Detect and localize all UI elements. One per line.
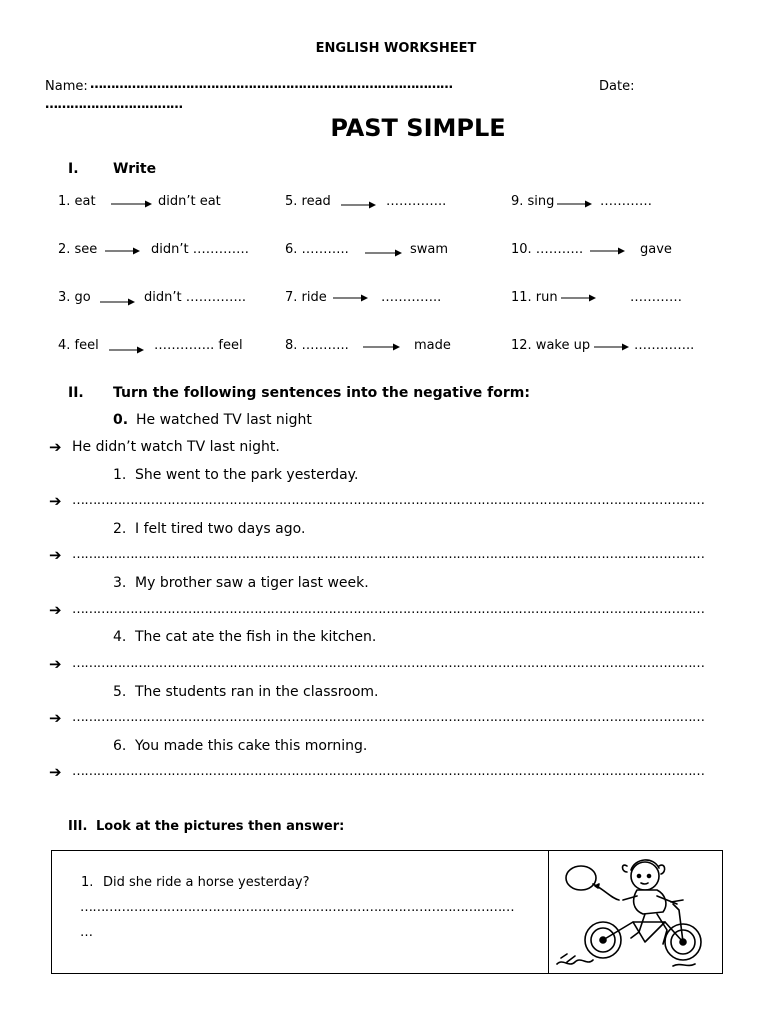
verb-item-right[interactable]: ………….. xyxy=(634,338,695,353)
example-number: 0. xyxy=(113,412,129,428)
arrow-right-icon xyxy=(561,292,597,304)
verb-item-right[interactable]: ………….. feel xyxy=(154,338,243,353)
page-title: PAST SIMPLE xyxy=(330,114,506,142)
arrow-right-icon xyxy=(100,296,136,308)
verb-item-right[interactable]: ………….. xyxy=(386,194,447,209)
arrow-right-icon xyxy=(333,292,369,304)
verb-item-right[interactable]: ………… xyxy=(630,290,682,305)
verb-item-left: 9. sing xyxy=(511,194,555,209)
sentence-number: 5. xyxy=(113,684,127,700)
date-blank[interactable]: …………………………… xyxy=(45,97,183,112)
date-label: Date: xyxy=(599,79,635,94)
verb-item-left: 12. wake up xyxy=(511,338,591,353)
answer-line[interactable]: ……………………………………………………………………………………………………………………………………… xyxy=(72,547,705,562)
sentence-text: The students ran in the classroom. xyxy=(135,684,379,700)
answer-line[interactable]: ……………………………………………………………………………………………………………………………………… xyxy=(72,602,705,617)
answer-arrow-icon: ➔ xyxy=(49,601,62,619)
answer-line[interactable]: ……………………………………………………………………………………………………………………………………… xyxy=(72,656,705,671)
answer-line[interactable]: ……………………………………………………………………………………………………………………………………… xyxy=(72,493,705,508)
verb-item-left: 3. go xyxy=(58,290,91,305)
girl-riding-bicycle-image xyxy=(553,852,721,972)
verb-item-left: 4. feel xyxy=(58,338,99,353)
example-answer: He didn’t watch TV last night. xyxy=(72,439,280,455)
worksheet-title: ENGLISH WORKSHEET xyxy=(315,41,477,56)
name-label: Name: xyxy=(45,79,88,94)
verb-item-left: 1. eat xyxy=(58,194,96,209)
arrow-right-icon xyxy=(105,245,141,257)
arrow-right-icon xyxy=(109,344,145,356)
question-text: Did she ride a horse yesterday? xyxy=(103,875,310,890)
name-blank[interactable]: …………………………………………………………………………… xyxy=(90,77,453,92)
verb-item-left: 11. run xyxy=(511,290,558,305)
verb-item-left: 7. ride xyxy=(285,290,327,305)
verb-item-right: swam xyxy=(410,242,449,257)
example-sentence: He watched TV last night xyxy=(136,412,312,428)
verb-item-right[interactable]: didn’t …………. xyxy=(151,242,249,257)
sentence-number: 3. xyxy=(113,575,127,591)
sentence-text: The cat ate the fish in the kitchen. xyxy=(135,629,377,645)
answer-arrow-icon: ➔ xyxy=(49,546,62,564)
verb-item-left[interactable]: 10. ……….. xyxy=(511,242,584,257)
verb-item-left: 2. see xyxy=(58,242,98,257)
sentence-text: She went to the park yesterday. xyxy=(135,467,359,483)
sentence-number: 2. xyxy=(113,521,127,537)
section-2-title: Turn the following sentences into the negative form: xyxy=(113,385,530,401)
answer-arrow-icon: ➔ xyxy=(49,492,62,510)
section-1-number: I. xyxy=(68,161,79,177)
verb-item-right: gave xyxy=(640,242,672,257)
answer-arrow-icon: ➔ xyxy=(49,438,62,456)
answer-arrow-icon: ➔ xyxy=(49,709,62,727)
arrow-right-icon xyxy=(111,198,153,210)
question-answer-line[interactable]: …………………………………………………………………………………………… xyxy=(80,900,515,915)
answer-arrow-icon: ➔ xyxy=(49,655,62,673)
arrow-right-icon xyxy=(594,341,630,353)
verb-item-right[interactable]: ………….. xyxy=(381,290,442,305)
section-3-number: III. xyxy=(68,819,88,834)
arrow-right-icon xyxy=(363,341,401,353)
sentence-number: 6. xyxy=(113,738,127,754)
question-answer-line-tail[interactable]: … xyxy=(80,925,93,940)
section-1-title: Write xyxy=(113,161,157,177)
sentence-number: 4. xyxy=(113,629,127,645)
arrow-right-icon xyxy=(365,247,403,259)
verb-item-right: made xyxy=(414,338,451,353)
verb-item-left[interactable]: 6. ……….. xyxy=(285,242,349,257)
answer-arrow-icon: ➔ xyxy=(49,763,62,781)
verb-item-right[interactable]: didn’t ………….. xyxy=(144,290,246,305)
verb-item-right: didn’t eat xyxy=(158,194,221,209)
answer-line[interactable]: ……………………………………………………………………………………………………………………………………… xyxy=(72,764,705,779)
verb-item-left: 5. read xyxy=(285,194,331,209)
sentence-number: 1. xyxy=(113,467,127,483)
sentence-text: I felt tired two days ago. xyxy=(135,521,306,537)
arrow-right-icon xyxy=(590,245,626,257)
verb-item-right[interactable]: ………… xyxy=(600,194,652,209)
sentence-text: You made this cake this morning. xyxy=(135,738,368,754)
verb-item-left[interactable]: 8. ……….. xyxy=(285,338,349,353)
sentence-text: My brother saw a tiger last week. xyxy=(135,575,369,591)
section-3-title: Look at the pictures then answer: xyxy=(96,819,345,834)
box-divider xyxy=(548,851,549,973)
answer-line[interactable]: ……………………………………………………………………………………………………………………………………… xyxy=(72,710,705,725)
section-2-number: II. xyxy=(68,385,84,401)
arrow-right-icon xyxy=(557,198,593,210)
question-number: 1. xyxy=(81,875,94,890)
arrow-right-icon xyxy=(341,199,377,211)
